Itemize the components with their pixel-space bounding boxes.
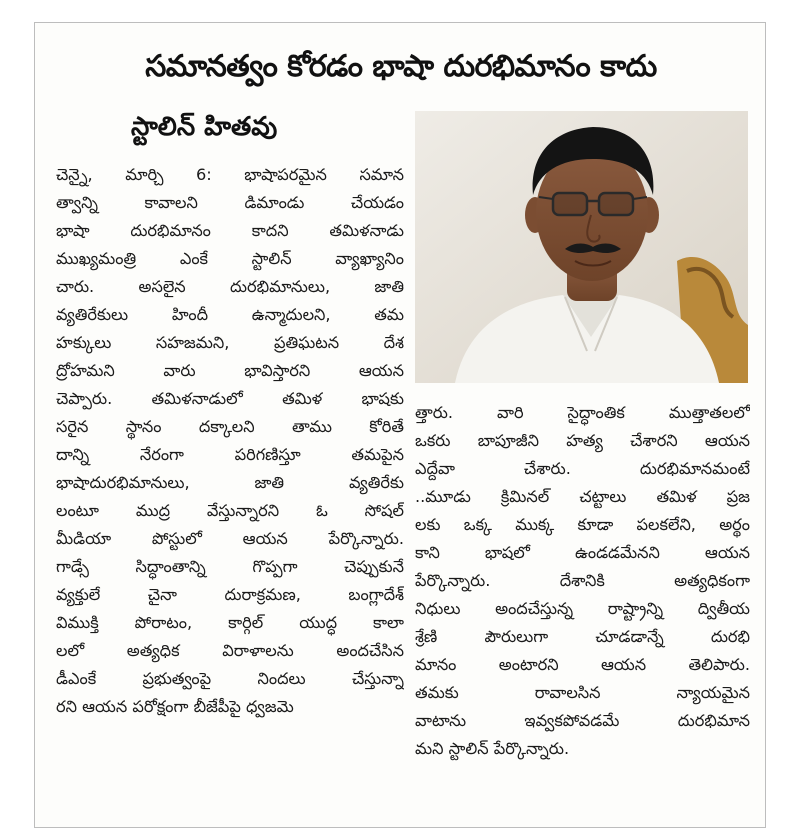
text-line: తమకు రావాలసిన న్యాయమైన: [415, 683, 750, 702]
headline: సమానత్వం కోరడం భాషా దురభిమానం కాదు: [145, 49, 657, 84]
text-line: లకు ఒక్క ముక్క కూడా పలకలేని, అర్థం: [415, 515, 750, 534]
text-line: గాడ్సే సిద్ధాంతాన్ని గొప్పగా చెప్పుకునే: [56, 557, 404, 576]
portrait-photo: [415, 111, 748, 383]
text-line: కాని భాషలో ఉండడమేనని ఆయన: [415, 543, 750, 562]
text-line: డీఎంకే ప్రభుత్వంపై నిందలు చేస్తున్నా: [56, 669, 404, 688]
text-line: చెన్నై, మార్చి 6: భాషాపరమైన సమాన: [56, 165, 404, 184]
right-column: [415, 399, 750, 763]
text-line: మని స్టాలిన్ పేర్కొన్నారు.: [415, 739, 570, 758]
text-line: రని ఆయన పరోక్షంగా బీజేపీపై ధ్వజమె: [56, 697, 294, 716]
text-line: ముఖ్యమంత్రి ఎంకే స్టాలిన్ వ్యాఖ్యానిం: [56, 249, 404, 268]
text-line: మీడియా పోస్టులో ఆయన పేర్కొన్నారు.: [56, 529, 404, 548]
text-line: విముక్తి పోరాటం, కార్గిల్ యుద్ధ కాలా: [56, 613, 404, 632]
subheadline: స్టాలిన్ హితవు: [131, 112, 278, 142]
text-line: దాన్ని నేరంగా పరిగణిస్తూ తమపైన: [56, 445, 404, 464]
text-line: ..మూడు క్రిమినల్ చట్టాలు తమిళ ప్రజ: [415, 487, 750, 506]
text-line: హక్కులు సహజమని, ప్రతిఘటన దేశ: [56, 333, 404, 352]
text-line: ఎద్దేవా చేశారు. దురభిమానమంటే: [415, 459, 750, 478]
text-line: త్తారు. వారి సైద్ధాంతిక ముత్తాతలలో: [415, 403, 750, 422]
text-line: వ్యతిరేకులు హిందీ ఉన్మాదులని, తమ: [56, 305, 404, 324]
text-line: చారు. అసలైన దురభిమానులు, జాతి: [56, 277, 404, 296]
text-line: లలో అత్యధిక విరాళాలను అందచేసిన: [56, 641, 404, 660]
text-line: నిధులు అందచేస్తున్న రాష్ట్రాన్ని ద్వితీయ: [415, 599, 750, 618]
left-column: [56, 161, 404, 721]
text-line: భాషాదురభిమానులు, జాతి వ్యతిరేకు: [56, 473, 404, 492]
text-line: భాషా దురభిమానం కాదని తమిళనాడు: [56, 221, 404, 240]
text-line: శ్రేణి పౌరులుగా చూడడాన్నే దురభి: [415, 627, 750, 646]
text-line: లంటూ ముద్ర వేస్తున్నారని ఓ సోషల్: [56, 501, 404, 520]
text-line: చెప్పారు. తమిళనాడులో తమిళ భాషకు: [56, 389, 404, 408]
text-line: వాటాను ఇవ్వకపోవడమే దురభిమాన: [415, 711, 750, 730]
text-line: వ్యక్తులే చైనా దురాక్రమణ, బంగ్లాదేశ్: [56, 585, 404, 604]
text-line: పేర్కొన్నారు. దేశానికి అత్యధికంగా: [415, 571, 750, 590]
text-line: సరైన స్థానం దక్కాలని తాము కోరితే: [56, 417, 404, 436]
text-line: ఒకరు బాపూజీని హత్య చేశారని ఆయన: [415, 431, 750, 450]
text-line: మానం అంటారని ఆయన తెలిపారు.: [415, 655, 750, 674]
text-line: త్వాన్ని కావాలని డిమాండు చేయడం: [56, 193, 404, 212]
portrait-photo-icon: [415, 111, 748, 383]
news-clipping: [34, 22, 766, 828]
text-line: ద్రోహమని వారు భావిస్తారని ఆయన: [56, 361, 404, 380]
